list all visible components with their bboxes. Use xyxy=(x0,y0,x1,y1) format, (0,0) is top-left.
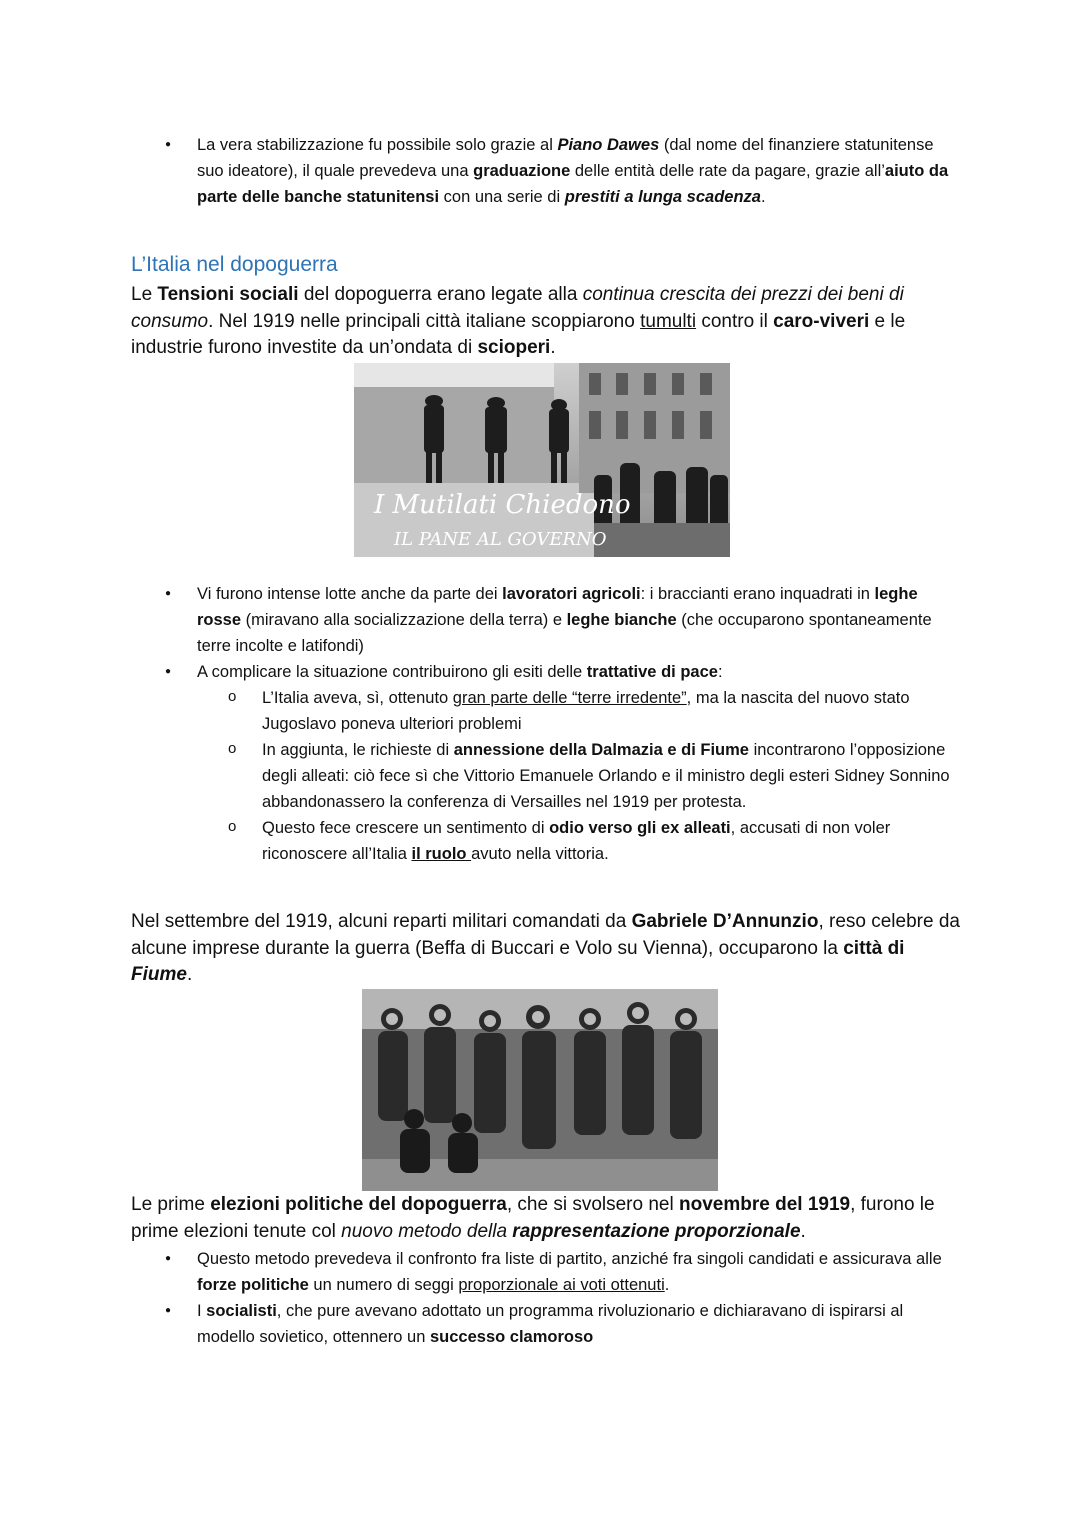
text-run: Fiume xyxy=(131,964,187,985)
text-run: . Nel 1919 nelle principali città italiane scoppiarono xyxy=(208,310,641,332)
text-run: (che occuparono spontaneamente terre incolte e latifondi) xyxy=(197,611,932,655)
text-run: Le xyxy=(131,284,158,305)
text-run: prestiti a lunga scadenza xyxy=(564,188,761,206)
text-run: leghe bianche xyxy=(566,611,677,629)
text-run: odio verso gli ex alleati xyxy=(549,819,731,837)
text-run: elezioni politiche del dopoguerra xyxy=(210,1194,507,1215)
section-heading: L’Italia nel dopoguerra xyxy=(131,253,338,276)
text-run: Questo metodo prevedeva il confronto fra liste di partito, anziché fra singoli candidati e assicurava alle xyxy=(197,1250,942,1268)
text-run: I xyxy=(197,1302,207,1320)
text-run: , che si svolsero nel xyxy=(506,1194,679,1215)
text-run: con una serie di xyxy=(439,188,565,206)
text-run: del dopoguerra erano legate alla xyxy=(298,284,583,305)
text-run: trattative di pace xyxy=(586,663,718,681)
photo-dannunzio-image xyxy=(362,989,718,1191)
text-run: , accusati di non voler riconoscere all’Italia xyxy=(262,819,891,863)
text-run: : xyxy=(717,663,723,681)
paragraph-dannunzio xyxy=(131,909,961,989)
bullet-list-top xyxy=(197,132,957,210)
bullet-item xyxy=(197,581,957,659)
text-run: città di xyxy=(843,937,905,959)
text-run: gran parte delle “terre irredente” xyxy=(452,689,687,707)
text-run: tumulti xyxy=(640,310,697,332)
sub-item xyxy=(262,737,957,815)
text-run: Le prime xyxy=(131,1194,211,1215)
bullet-list-bottom xyxy=(197,1246,957,1350)
text-run: : i braccianti erano inquadrati in xyxy=(640,585,875,603)
text-run: successo clamoroso xyxy=(429,1328,594,1346)
text-run: forze politiche xyxy=(197,1276,309,1294)
text-run: continua crescita dei prezzi dei beni di consumo xyxy=(131,284,904,332)
text-run: delle entità delle rate da pagare, grazie all’ xyxy=(570,162,885,180)
text-run: rappresentazione proporzionale xyxy=(512,1220,801,1242)
text-run: socialisti xyxy=(206,1302,277,1320)
bullet-list-mid xyxy=(197,581,957,867)
text-run: Vi furono intense lotte anche da parte dei xyxy=(197,585,503,603)
text-run: annessione della Dalmazia e di Fiume xyxy=(453,741,749,759)
text-run: avuto nella vittoria. xyxy=(471,845,609,863)
inscription-line1: I Mutilati Chiedono xyxy=(374,490,631,520)
text-run: . xyxy=(550,337,556,358)
text-run: proporzionale ai voti ottenuti xyxy=(458,1276,665,1294)
text-run: caro-viveri xyxy=(773,310,870,332)
text-run: Nel settembre del 1919, alcuni reparti militari comandati da xyxy=(131,911,632,932)
text-run: . xyxy=(800,1220,806,1242)
text-run: incontrarono l’opposizione degli alleati: ciò fece sì che Vittorio Emanuele Orlando e il ministro degli esteri Sidney Sonnino abbandonassero la conferenza di Versailles nel 1919 per protesta. xyxy=(262,741,950,811)
inscription-line2: IL PANE AL GOVERNO xyxy=(394,529,607,550)
photo-mutilati-image xyxy=(354,363,730,557)
text-run: . xyxy=(186,964,193,985)
text-run: contro il xyxy=(696,310,774,332)
text-run: L’Italia aveva, sì, ottenuto xyxy=(262,689,453,707)
text-run: leghe rosse xyxy=(197,585,918,629)
text-run: Gabriele D’Annunzio xyxy=(631,911,819,932)
bullet-item xyxy=(197,1298,957,1350)
text-run: lavoratori agricoli xyxy=(502,585,641,603)
bullet-item xyxy=(197,132,957,210)
text-run: un numero di seggi xyxy=(308,1276,459,1294)
text-run: La vera stabilizzazione fu possibile solo grazie al xyxy=(197,136,558,154)
text-run: Tensioni sociali xyxy=(157,284,299,305)
text-run: nuovo metodo della xyxy=(341,1220,513,1242)
text-run: e le industrie furono investite da un’ondata di xyxy=(131,310,906,358)
text-run: A complicare la situazione contribuirono gli esiti delle xyxy=(197,663,587,681)
photo-mutilati xyxy=(354,363,730,557)
paragraph-elezioni xyxy=(131,1192,961,1245)
sub-list xyxy=(262,685,957,867)
text-run: Piano Dawes xyxy=(557,136,660,154)
text-run: graduazione xyxy=(473,162,571,180)
text-run: novembre del 1919 xyxy=(679,1194,851,1215)
text-run: In aggiunta, le richieste di xyxy=(262,741,454,759)
paragraph-tensioni xyxy=(131,282,961,362)
text-run: , ma la nascita del nuovo stato Jugoslavo poneva ulteriori problemi xyxy=(262,689,910,733)
sub-item xyxy=(262,815,957,867)
photo-dannunzio xyxy=(362,989,718,1191)
text-run: , furono le prime elezioni tenute col xyxy=(131,1194,935,1242)
sub-item xyxy=(262,685,957,737)
text-run: il ruolo xyxy=(411,845,472,863)
text-run: scioperi xyxy=(477,337,551,358)
text-run: (miravano alla socializzazione della terra) e xyxy=(241,611,567,629)
text-run: . xyxy=(664,1276,670,1294)
text-run: (dal nome del finanziere statunitense suo ideatore), il quale prevedeva una xyxy=(197,136,934,180)
bullet-item xyxy=(197,659,957,685)
text-run: , che pure avevano adottato un programma rivoluzionario e dichiaravano di ispirarsi al modello sovietico, ottennero un xyxy=(197,1302,904,1346)
text-run: aiuto da parte delle banche statunitensi xyxy=(197,162,949,206)
text-run: , reso celebre da alcune imprese durante la guerra (Beffa di Buccari e Volo su Vienna), occuparono la xyxy=(131,911,960,959)
text-run: . xyxy=(760,188,766,206)
bullet-item xyxy=(197,1246,957,1298)
text-run: Questo fece crescere un sentimento di xyxy=(262,819,550,837)
